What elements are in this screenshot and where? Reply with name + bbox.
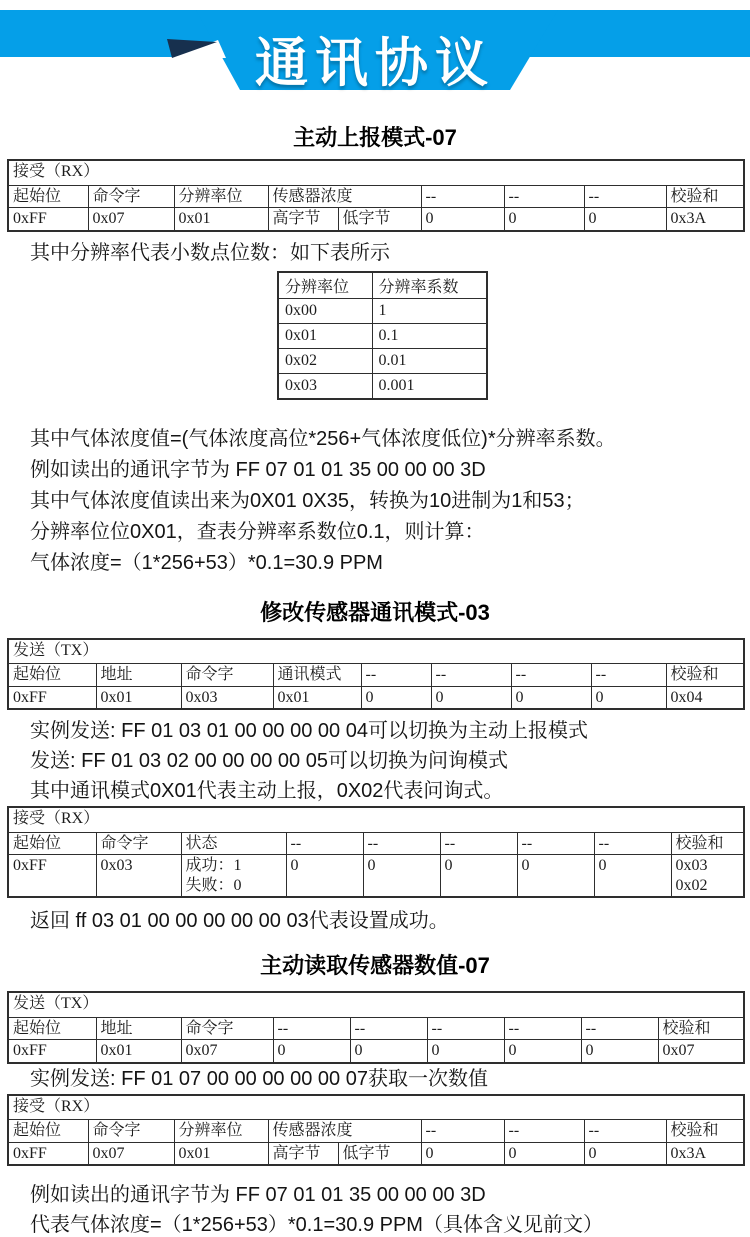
column-header: 命令字: [96, 832, 181, 855]
section-title-report: 主动上报模式-07: [293, 125, 457, 150]
column-header: 地址: [96, 1017, 181, 1040]
column-header: 校验和: [666, 1120, 744, 1143]
cell-value: 高字节: [268, 208, 338, 231]
column-header: 分辨率位: [174, 185, 268, 208]
column-header: --: [584, 1120, 666, 1143]
column-header: 通讯模式: [273, 664, 361, 687]
cell-value: 0: [286, 855, 363, 898]
banner: [0, 0, 750, 96]
table-caption: 发送（TX）: [8, 639, 744, 664]
cell-value: 0: [350, 1040, 427, 1063]
cell-value: 0xFF: [8, 1142, 88, 1165]
column-header: --: [273, 1017, 350, 1040]
status-fail: 失败：0: [185, 876, 242, 894]
column-header: 分辨率系数: [372, 272, 487, 299]
cell-value: 0x01: [96, 1040, 181, 1063]
section-title-mode: 修改传感器通讯模式-03: [260, 599, 490, 625]
report-rx-frame-table: [7, 159, 745, 232]
mode-tx-frame-table: [7, 638, 745, 711]
paragraph: [0, 1180, 750, 1237]
cell-value: 0x03: [96, 855, 181, 898]
text-line: 返回 ff 03 01 00 00 00 00 00 03代表设置成功。: [30, 910, 449, 933]
cell-value: 0: [517, 855, 594, 898]
cell-value: 0: [591, 686, 666, 709]
cell-value: 0x04: [666, 686, 744, 709]
column-header: 命令字: [181, 664, 273, 687]
column-header: 命令字: [181, 1017, 273, 1040]
cell-value: 0: [504, 208, 584, 231]
column-header: --: [517, 832, 594, 855]
cell-value: 0xFF: [8, 208, 88, 231]
cell-value: 0: [427, 1040, 504, 1063]
section-title-read: 主动读取传感器数值-07: [260, 953, 490, 979]
text-line: 发送: FF 01 03 02 00 00 00 00 05可以切换为问询模式: [30, 750, 508, 773]
cell-value: 0x02: [278, 348, 372, 373]
cell-value: 0: [361, 686, 431, 709]
column-header: --: [591, 664, 666, 687]
table-caption: 接受（RX）: [8, 160, 744, 185]
cell-value: 0x03: [181, 686, 273, 709]
column-header: 传感器浓度: [268, 1120, 421, 1143]
column-header: --: [421, 185, 504, 208]
column-header: --: [584, 185, 666, 208]
cell-value: 0x01: [273, 686, 361, 709]
paragraph: [0, 716, 750, 806]
cell-value: 0x01: [278, 323, 372, 348]
cell-checksum: [671, 855, 744, 898]
text-line: 其中通讯模式0X01代表主动上报，0X02代表问询式。: [30, 780, 504, 803]
column-header: 状态: [181, 832, 286, 855]
cell-value: 0x07: [88, 208, 174, 231]
column-header: --: [511, 664, 591, 687]
cell-value: 0x07: [181, 1040, 273, 1063]
cell-value: 0x01: [174, 208, 268, 231]
cell-value: 0: [581, 1040, 658, 1063]
column-header: 传感器浓度: [268, 185, 421, 208]
text-line: 例如读出的通讯字节为 FF 07 01 01 35 00 00 00 3D: [30, 1184, 486, 1207]
cell-value: 低字节: [338, 1142, 421, 1165]
text-line: 代表气体浓度=（1*256+53）*0.1=30.9 PPM（具体含义见前文）: [30, 1214, 603, 1237]
cell-value: 0: [511, 686, 591, 709]
column-header: --: [421, 1120, 504, 1143]
column-header: --: [363, 832, 440, 855]
text-line: 例如读出的通讯字节为 FF 07 01 01 35 00 00 00 3D: [30, 458, 486, 481]
cell-value: 0: [584, 1142, 666, 1165]
table-caption: 接受（RX）: [8, 807, 744, 832]
column-header: 起始位: [8, 832, 96, 855]
column-header: --: [504, 1120, 584, 1143]
status-success: 成功：1: [185, 857, 242, 875]
cell-value: 0: [504, 1142, 584, 1165]
cell-value: 0x01: [174, 1142, 268, 1165]
column-header: --: [440, 832, 517, 855]
read-rx-frame-table: [7, 1094, 745, 1167]
column-header: --: [427, 1017, 504, 1040]
column-header: --: [504, 185, 584, 208]
text-line: 实例发送: FF 01 03 01 00 00 00 00 04可以切换为主动上报模式: [30, 720, 588, 743]
column-header: 起始位: [8, 1120, 88, 1143]
column-header: --: [361, 664, 431, 687]
text-line: 其中分辨率代表小数点位数：如下表所示: [30, 241, 390, 264]
cell-value: 1: [372, 298, 487, 323]
cell-value: 0x03: [278, 373, 372, 399]
column-header: --: [350, 1017, 427, 1040]
column-header: --: [581, 1017, 658, 1040]
text-line: 其中气体浓度值读出来为0X01 0X35，转换为10进制为1和53；: [30, 489, 585, 512]
column-header: --: [431, 664, 511, 687]
cell-status: [181, 855, 286, 898]
checksum-line: 0x03: [675, 857, 708, 875]
column-header: 校验和: [671, 832, 744, 855]
cell-value: 0x07: [88, 1142, 174, 1165]
cell-value: 0: [421, 208, 504, 231]
column-header: 地址: [96, 664, 181, 687]
mode-rx-frame-table: [7, 806, 745, 898]
column-header: --: [504, 1017, 581, 1040]
column-header: --: [286, 832, 363, 855]
cell-value: 0.1: [372, 323, 487, 348]
resolution-table: [277, 271, 488, 400]
column-header: 校验和: [658, 1017, 744, 1040]
cell-value: 0: [431, 686, 511, 709]
text-line: 其中气体浓度值=(气体浓度高位*256+气体浓度低位)*分辨率系数。: [30, 427, 616, 450]
cell-value: 0: [273, 1040, 350, 1063]
cell-value: 0xFF: [8, 855, 96, 898]
cell-value: 0.001: [372, 373, 487, 399]
column-header: 命令字: [88, 185, 174, 208]
read-tx-frame-table: [7, 991, 745, 1064]
cell-value: 0xFF: [8, 1040, 96, 1063]
cell-value: 低字节: [338, 208, 421, 231]
cell-value: 0: [584, 208, 666, 231]
cell-value: 0x00: [278, 298, 372, 323]
text-line: 气体浓度=（1*256+53）*0.1=30.9 PPM: [30, 551, 383, 574]
cell-value: 0: [594, 855, 671, 898]
cell-value: 0xFF: [8, 686, 96, 709]
cell-value: 0x3A: [666, 208, 744, 231]
cell-value: 0: [504, 1040, 581, 1063]
text-line: 实例发送: FF 01 07 00 00 00 00 00 07获取一次数值: [30, 1067, 488, 1090]
column-header: 分辨率位: [174, 1120, 268, 1143]
paragraph: [0, 424, 750, 579]
banner-title: 通讯协议: [255, 34, 495, 93]
cell-value: 高字节: [268, 1142, 338, 1165]
column-header: 起始位: [8, 664, 96, 687]
cell-value: 0: [421, 1142, 504, 1165]
column-header: 校验和: [666, 185, 744, 208]
column-header: 起始位: [8, 1017, 96, 1040]
column-header: --: [594, 832, 671, 855]
cell-value: 0x3A: [666, 1142, 744, 1165]
cell-value: 0.01: [372, 348, 487, 373]
table-caption: 发送（TX）: [8, 992, 744, 1017]
table-caption: 接受（RX）: [8, 1095, 744, 1120]
cell-value: 0: [363, 855, 440, 898]
column-header: 校验和: [666, 664, 744, 687]
cell-value: 0: [440, 855, 517, 898]
text-line: 分辨率位位0X01，查表分辨率系数位0.1，则计算：: [30, 520, 485, 543]
column-header: 起始位: [8, 185, 88, 208]
checksum-line: 0x02: [675, 876, 708, 894]
cell-value: 0x01: [96, 686, 181, 709]
column-header: 分辨率位: [278, 272, 372, 299]
cell-value: 0x07: [658, 1040, 744, 1063]
column-header: 命令字: [88, 1120, 174, 1143]
